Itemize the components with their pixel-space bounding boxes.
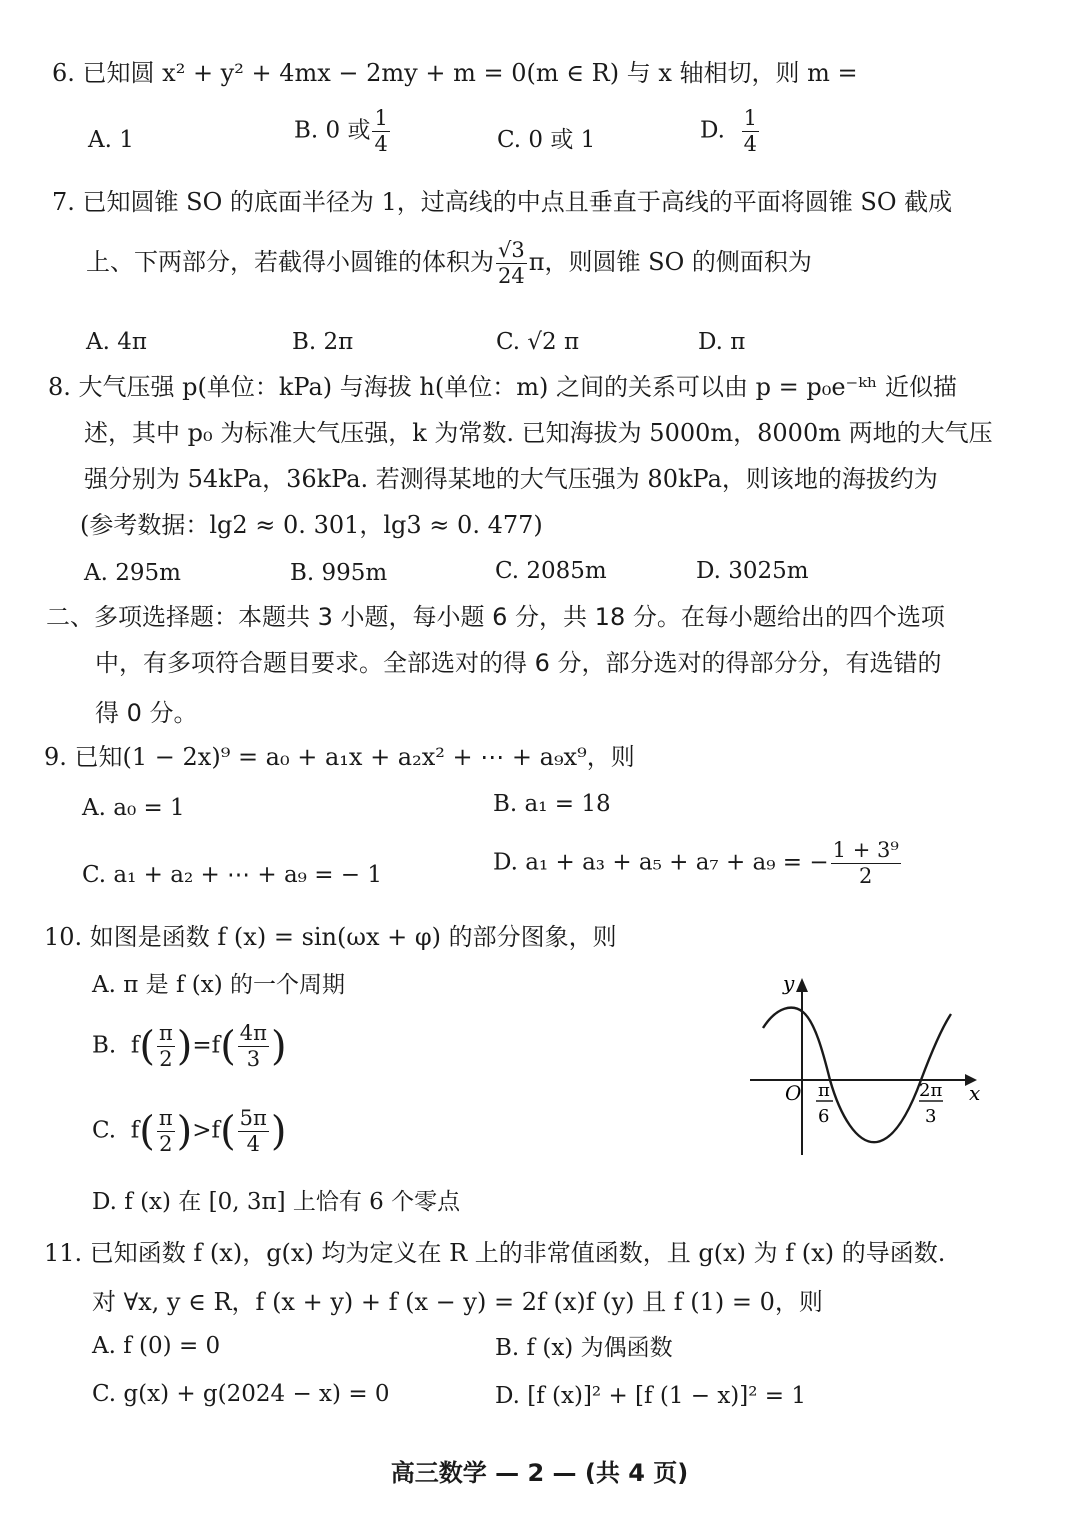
- q9-option-d: [493, 840, 903, 887]
- q7-line2-pre: 上、下两部分，若截得小圆锥的体积为: [86, 248, 494, 276]
- numerator: 1 + 3⁹: [832, 838, 899, 862]
- denominator: 2: [159, 1047, 173, 1071]
- fraction: [372, 108, 389, 155]
- q9-option-b: B. a₁ = 18: [493, 791, 611, 817]
- q7-option-b: B. 2π: [292, 329, 354, 355]
- q10-stem: 10. 如图是函数 f (x) = sin(ωx + φ) 的部分图象，则: [44, 923, 617, 951]
- numerator: 1: [743, 106, 757, 130]
- numerator: π: [158, 1021, 173, 1045]
- numerator: 5π: [239, 1106, 267, 1130]
- origin-label: O: [785, 1081, 802, 1105]
- section2-heading: 二、多项选择题：本题共 3 小题，每小题 6 分，共 18 分。在每小题给出的四个选项: [46, 603, 945, 631]
- numerator: 1: [374, 106, 388, 130]
- y-axis-label: y: [783, 971, 795, 995]
- q8-option-d: D. 3025m: [696, 558, 809, 584]
- q8-line3: 强分别为 54kPa，36kPa. 若测得某地的大气压强为 80kPa，则该地的海拔约为: [84, 465, 938, 493]
- numerator: √3: [498, 238, 525, 262]
- sine-graph: [745, 970, 985, 1160]
- q7-option-a: A. 4π: [86, 329, 147, 355]
- numerator: 4π: [239, 1021, 267, 1045]
- q10-b-label: B.: [92, 1032, 117, 1059]
- fraction: [742, 108, 759, 155]
- q10-c-op: >f: [192, 1117, 221, 1144]
- sine-curve: [763, 1008, 951, 1143]
- fraction: [496, 240, 527, 287]
- q10-c-f: f: [130, 1117, 140, 1144]
- q11-option-d: D. [f (x)]² + [f (1 − x)]² = 1: [495, 1383, 807, 1409]
- tick1-numerator: π: [818, 1080, 830, 1101]
- q6-stem: 6. 已知圆 x² + y² + 4mx − 2my + m = 0(m ∈ R) 与 x 轴相切，则 m =: [52, 59, 858, 87]
- section2-line3: 得 0 分。: [95, 699, 198, 727]
- page-footer: 高三数学 — 2 — (共 4 页): [390, 1459, 689, 1487]
- fraction: [157, 1108, 175, 1155]
- q7-line2-post: π，则圆锥 SO 的侧面积为: [528, 248, 812, 276]
- q7-option-d: D. π: [698, 329, 746, 355]
- y-axis-arrow: [796, 978, 808, 992]
- tick1-denominator: 6: [818, 1106, 830, 1127]
- q8-line2: 述，其中 p₀ 为标准大气压强，k 为常数. 已知海拔为 5000m，8000m 两地的大气压: [84, 419, 993, 447]
- denominator: 3: [246, 1047, 261, 1071]
- q9-d-prefix: D. a₁ + a₃ + a₅ + a₇ + a₉ = −: [493, 849, 829, 876]
- q8-option-c: C. 2085m: [495, 558, 607, 584]
- q7-line1: 7. 已知圆锥 SO 的底面半径为 1，过高线的中点且垂直于高线的平面将圆锥 SO 截成: [52, 188, 953, 216]
- q8-line1: 8. 大气压强 p(单位：kPa) 与海拔 h(单位：m) 之间的关系可以由 p = p₀e⁻ᵏʰ 近似描: [48, 373, 957, 401]
- q11-line1: 11. 已知函数 f (x)，g(x) 均为定义在 R 上的非常值函数，且 g(x) 为 f (x) 的导函数.: [44, 1239, 946, 1267]
- fraction: [831, 840, 901, 887]
- q10-b-f: f: [130, 1032, 140, 1059]
- tick2-denominator: 3: [925, 1106, 937, 1127]
- q10-option-a: A. π 是 f (x) 的一个周期: [92, 972, 346, 998]
- q9-option-a: A. a₀ = 1: [82, 795, 185, 821]
- denominator: 2: [159, 1132, 173, 1156]
- numerator: π: [158, 1106, 173, 1130]
- denominator: 2: [859, 864, 873, 888]
- denominator: 4: [743, 132, 757, 156]
- q8-option-a: A. 295m: [84, 560, 181, 586]
- q7-line2: [86, 240, 812, 287]
- tick2-numerator: 2π: [919, 1080, 943, 1101]
- q6-option-d: [700, 108, 761, 155]
- q10-c-label: C.: [92, 1117, 117, 1144]
- q6-b-prefix: B. 0 或: [294, 117, 371, 144]
- q11-option-b: B. f (x) 为偶函数: [495, 1335, 673, 1361]
- x-axis-label: x: [969, 1081, 981, 1105]
- q6-option-b: [294, 108, 392, 155]
- q6-option-c: C. 0 或 1: [497, 127, 596, 153]
- q10-option-d: D. f (x) 在 [0, 3π] 上恰有 6 个零点: [92, 1189, 461, 1215]
- q9-option-c: C. a₁ + a₂ + ⋯ + a₉ = − 1: [82, 862, 382, 888]
- q11-line2: 对 ∀x, y ∈ R，f (x + y) + f (x − y) = 2f (x)f (y) 且 f (1) = 0，则: [92, 1288, 823, 1316]
- q7-option-c: C. √2 π: [496, 329, 580, 355]
- denominator: 24: [498, 264, 525, 288]
- q8-option-b: B. 995m: [290, 560, 388, 586]
- q11-option-a: A. f (0) = 0: [92, 1333, 221, 1359]
- q10-b-op: =f: [192, 1032, 221, 1059]
- fraction: [238, 1023, 269, 1070]
- q11-option-c: C. g(x) + g(2024 − x) = 0: [92, 1381, 390, 1407]
- q8-line4: (参考数据：lg2 ≈ 0. 301，lg3 ≈ 0. 477): [80, 511, 543, 539]
- q6-d-prefix: D.: [700, 117, 725, 144]
- fraction: [157, 1023, 175, 1070]
- denominator: 4: [374, 132, 388, 156]
- q10-option-b: B. f( $\frac{\pi}{2}$ )=f( $\frac{4\pi}{3}$ ): [92, 1021, 287, 1071]
- section2-line2: 中，有多项符合题目要求。全部选对的得 6 分，部分选对的得部分分，有选错的: [95, 649, 942, 677]
- denominator: 4: [246, 1132, 260, 1156]
- fraction: [238, 1108, 269, 1155]
- q9-stem: 9. 已知(1 − 2x)⁹ = a₀ + a₁x + a₂x² + ⋯ + a₉x⁹，则: [44, 743, 635, 771]
- q10-option-c: C. f( $\frac{\pi}{2}$ )>f( $\frac{5\pi}{4}$ ): [92, 1106, 287, 1156]
- q6-option-a: A. 1: [88, 127, 134, 153]
